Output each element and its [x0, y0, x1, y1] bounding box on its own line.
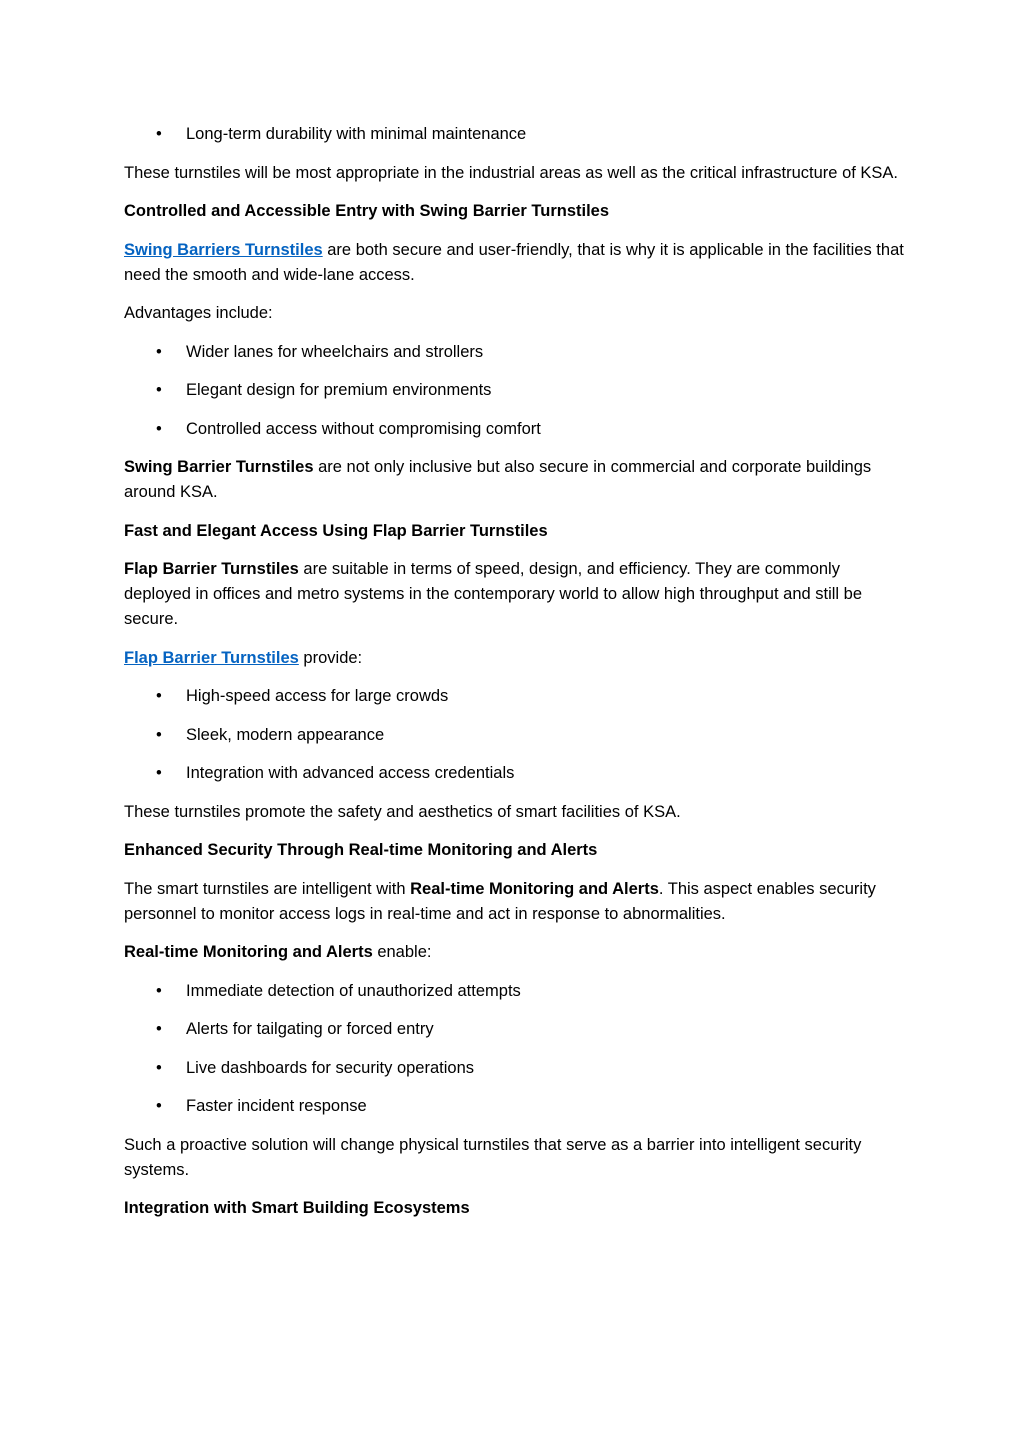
bullet-icon: • [156, 381, 162, 399]
bullet-list-durability [124, 122, 904, 147]
paragraph: Flap Barrier Turnstiles provide: [124, 648, 363, 667]
section-heading-integration: Integration with Smart Building Ecosystems [124, 1199, 470, 1217]
document-page [124, 122, 904, 1235]
paragraph: Swing Barrier Turnstiles are not only inclusive but also secure in commercial and corporate buildings around KSA. [124, 458, 872, 501]
list-item: • Integration with advanced access credentials [124, 761, 904, 786]
bullet-icon: • [156, 419, 162, 438]
paragraph: These turnstiles promote the safety and aesthetics of smart facilities of KSA. [124, 802, 681, 821]
bullet-icon: • [156, 1097, 162, 1115]
bullet-list-advantages [124, 340, 904, 442]
bullet-icon: • [156, 981, 162, 1000]
paragraph: These turnstiles will be most appropriate in the industrial areas as well as the critical infrastructure of KSA. [124, 163, 899, 182]
paragraph: Such a proactive solution will change physical turnstiles that serve as a barrier into intelligent security systems. [124, 1135, 862, 1179]
list-item: • High-speed access for large crowds [124, 684, 904, 709]
bullet-icon: • [156, 764, 162, 782]
paragraph: Advantages include: [124, 304, 273, 322]
list-item: • Alerts for tailgating or forced entry [124, 1017, 904, 1042]
list-item: • Controlled access without compromising comfort [124, 417, 904, 442]
list-item: • Immediate detection of unauthorized attempts [124, 979, 904, 1004]
section-heading-flap: Fast and Elegant Access Using Flap Barrier Turnstiles [124, 521, 548, 540]
bullet-list-monitoring [124, 979, 904, 1120]
flap-barrier-turnstiles-link[interactable]: Flap Barrier Turnstiles [124, 648, 299, 667]
paragraph: Real-time Monitoring and Alerts enable: [124, 943, 432, 961]
section-heading-monitoring: Enhanced Security Through Real-time Monitoring and Alerts [124, 841, 598, 859]
swing-barriers-turnstiles-link[interactable]: Swing Barriers Turnstiles [124, 240, 323, 259]
bullet-icon: • [156, 342, 162, 361]
list-item: • Live dashboards for security operations [124, 1056, 904, 1081]
bullet-list-flap-features [124, 684, 904, 786]
paragraph: The smart turnstiles are intelligent with Real-time Monitoring and Alerts. This aspect enables security personnel to monitor access logs in real-time and act in response to abnormalities. [124, 879, 876, 923]
bullet-icon: • [156, 1020, 162, 1038]
list-item: • Long-term durability with minimal maintenance [124, 122, 904, 147]
bullet-icon: • [156, 687, 162, 705]
list-item: • Elegant design for premium environments [124, 378, 904, 403]
list-item: • Sleek, modern appearance [124, 723, 904, 748]
section-heading-swing: Controlled and Accessible Entry with Swing Barrier Turnstiles [124, 202, 610, 220]
paragraph: Flap Barrier Turnstiles are suitable in terms of speed, design, and efficiency. They are commonly deployed in offices and metro systems in the contemporary world to allow high throughput and still be secure. [124, 560, 863, 628]
bullet-icon: • [156, 125, 162, 143]
bullet-icon: • [156, 1058, 162, 1077]
bullet-icon: • [156, 725, 162, 744]
paragraph: Swing Barriers Turnstiles are both secure and user-friendly, that is why it is applicable in the facilities that need the smooth and wide-lane access. [124, 240, 904, 284]
list-item: • Faster incident response [124, 1094, 904, 1119]
list-item: • Wider lanes for wheelchairs and strollers [124, 340, 904, 365]
